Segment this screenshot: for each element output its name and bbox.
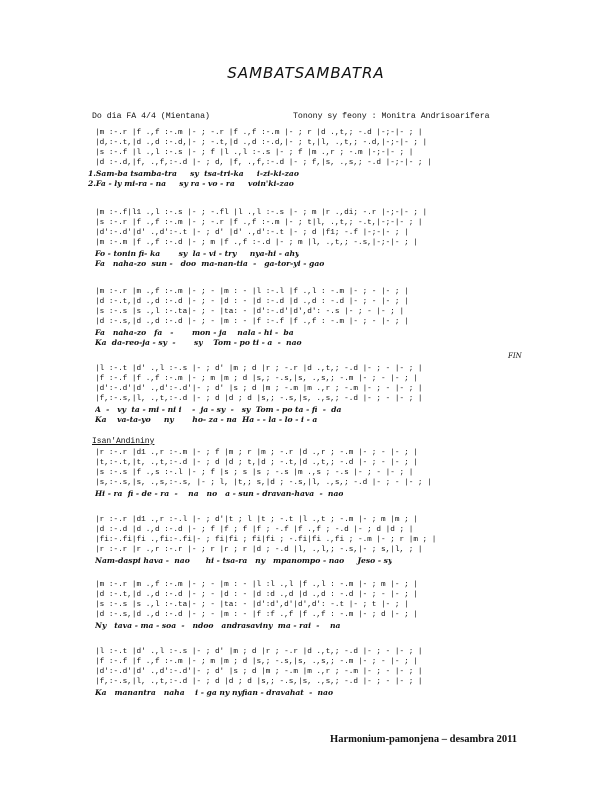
lyric-line: Ka va-ta-yo ny ho- za - na Ha - - la - lo - i - a xyxy=(95,415,318,424)
staff-line: |r :-.r |r .,r :-.r |- ; r |r ; r |d ; -.d |l, .,l,; -.s,|- ; s,|l, ; | xyxy=(95,546,423,554)
staff-line: |d :-.t,|d .,d :-.d |- ; - |d : - |d :d .,d |d .,d : -.d |- ; - |- ; | xyxy=(95,591,418,599)
staff-line: |s :-.s |f .,s :-.l |- ; f |s ; s |s ; -.s |m .,s ; -.s |- ; - |- ; | xyxy=(95,469,414,477)
staff-line: |d :-.d |d .,d :-.d |- ; f |f ; f |f ; -.f |f .,f ; -.d |- ; d |d ; | xyxy=(95,526,414,534)
staff-line: |d':-.d'|d' .,d':-.d'|- ; d' |s ; d |m ; -.m |m .,r ; -.m |- ; - |- ; | xyxy=(95,668,423,676)
staff-line: |fi:-.fi|fi .,fi:-.fi|- ; fi|fi ; fi|fi ; -.fi|fi .,fi ; -.m |- ; r |m ; | xyxy=(95,536,437,544)
credits: Tonony sy feony : Monitra Andrisoarifera xyxy=(293,112,490,121)
section-label: Isan'Andininy xyxy=(92,437,155,446)
staff-line: |d':-.d'|d' .,d':-.t |- ; d' |d' .,d':-.t |- ; d |f1; -.f |-;-|- ; | xyxy=(95,229,409,237)
staff-line: |f :-.f |f .,f :-.m |- ; m |m ; d |s,; -.s,|s, .,s,; -.m |- ; - |- ; | xyxy=(95,375,418,383)
lyric-line: Nam-daspi hava - nao hi - tsa-ra ny mpanompo - nao Jeso - sy xyxy=(95,556,393,565)
staff-line: |d :-.t,|d .,d :-.d |- ; - |d : - |d :-.d |d .,d : -.d |- ; - |- ; | xyxy=(95,298,409,306)
lyric-line: Fa naha-zo sun - doo ma-nan-tia - ga-tor-yi - gao xyxy=(95,259,325,268)
staff-line: |d,:-.t,|d .,d :-.d,|- ; -.t,|d .,d :-.d,|- ; t,|l, .,t,; -.d,|-;-|- ; | xyxy=(95,139,428,147)
lyric-line: Fo - tonin fi- ka sy la - vi - try nya-hi - ahy xyxy=(95,249,300,258)
staff-line: |m :-.f|l1 .,l :-.s |- ; -.fl |l .,l :-.s |- ; m |r .,di; -.r |-;-|- ; | xyxy=(95,209,428,217)
lyric-line: Ka manantra naha i - ga ny nyfian - dravahat - nao xyxy=(95,688,334,697)
staff-line: |f,:-.s,|l, .,t,:-.d |- ; d |d ; d |s,; -.s,|s, .,s,; -.d |- ; - |- ; | xyxy=(95,395,423,403)
lyric-line: Ny tava - ma - soa - ndoo andrasaviny ma - rai - na xyxy=(95,621,341,630)
footer-text: Harmonium-pamonjena – desambra 2011 xyxy=(330,734,517,745)
lyric-line: A - vy ta - mi - ni i - ja - sy - sy Tom - po ta - fi - da xyxy=(95,405,342,414)
song-title: SAMBATSAMBATRA xyxy=(227,64,385,82)
staff-line: |r :-.r |d1 .,r :-.m |- ; f |m ; r |m ; -.r |d .,r ; -.m |- ; - |- ; | xyxy=(95,449,418,457)
staff-line: |s :-.s |s .,l :-.ta|- ; - |ta: - |d':-.d'|d',d': -.s |- ; - |- ; | xyxy=(95,308,405,316)
staff-line: |s :-.r |f .,f :-.m |- ; -.r |f .,f :-.m |- ; t|l, .,t,; -.t,|-;-|- ; | xyxy=(95,219,423,227)
staff-line: |s :-.s |s .,l :-.ta|- ; - |ta: - |d':d',d'|d',d': -.t |- ; t |- ; | xyxy=(95,601,409,609)
staff-line: |r :-.r |d1 .,r :-.l |- ; d'|t ; l |t ; -.t |l .,t ; -.m |- ; m |m ; | xyxy=(95,516,418,524)
staff-line: |d :-.s,|d .,d :-.d |- ; - |m : - |f :-.f |f .,f : -.m |- ; - |- ; | xyxy=(95,318,409,326)
staff-line: |f :-.f |f .,f :-.m |- ; m |m ; d |s,; -.s,|s, .,s,; -.m |- ; - |- ; | xyxy=(95,658,418,666)
staff-line: |m :-.r |m .,f :-.m |- ; - |m : - |l :-.l |f .,l : -.m |- ; - |- ; | xyxy=(95,288,409,296)
staff-line: |f,:-.s,|l, .,t,:-.d |- ; d |d ; d |s,; -.s,|s, .,s,; -.d |- ; - |- ; | xyxy=(95,678,423,686)
lyric-line: Ka da-reo-ja - sy - sy Tom - po ti - a - nao xyxy=(95,338,302,347)
lyric-line: 2.Fa - ly mi-ra - na sy ra - vo - ra voin'ki-zao xyxy=(88,179,294,188)
fin-label: FIN xyxy=(508,352,522,360)
staff-line: |m :-.m |f .,f :-.d |- ; m |f .,f :-.d |- ; m |l, .,t,; -.s,|-;-|- ; | xyxy=(95,239,418,247)
staff-line: |s,:-.s,|s, .,s,:-.s, |- ; l, |t,; s,|d ; -.s,|l, .,s,; -.d |- ; - |- ; | xyxy=(95,479,432,487)
staff-line: |t,:-.t,|t, .,t,:-.d |- ; d |d ; t,|d ; -.t,|d .,t,; -.d |- ; - |- ; | xyxy=(95,459,418,467)
lyric-line: Fa naha-zo fa - mon - ja nala - hi - ba xyxy=(95,328,294,337)
staff-line: |l :-.t |d' .,l :-.s |- ; d' |m ; d |r ; -.r |d .,t,; -.d |- ; - |- ; | xyxy=(95,648,423,656)
staff-line: |m :-.r |f .,f :-.m |- ; -.r |f .,f :-.m |- ; r |d .,t,; -.d |-;-|- ; | xyxy=(95,129,423,137)
staff-line: |d :-.d,|f, .,f,:-.d |- ; d, |f, .,f,:-.d |- ; f,|s, .,s,; -.d |-;-|- ; | xyxy=(95,159,432,167)
staff-line: |m :-.r |m .,f :-.m |- ; - |m : - |l :l .,l |f .,l : -.m |- ; m |- ; | xyxy=(95,581,418,589)
lyric-line: 1.Sam-ba tsamba-tra sy tsa-tri-ka i-zi-ki-zao xyxy=(88,169,299,178)
key-info: Do dia FA 4/4 (Mientana) xyxy=(92,112,210,121)
staff-line: |d':-.d'|d' .,d':-.d'|- ; d' |s ; d |m ; -.m |m .,r ; -.m |- ; - |- ; | xyxy=(95,385,423,393)
staff-line: |d :-.s,|d .,d :-.d |- ; - |m : - |f :f .,f |f .,f : -.m |- ; d |- ; | xyxy=(95,611,418,619)
staff-line: |s :-.f |l .,l :-.s |- ; f |l .,l :-.s |- ; f |m .,r ; -.m |-;-|- ; | xyxy=(95,149,414,157)
staff-line: |l :-.t |d' .,l :-.s |- ; d' |m ; d |r ; -.r |d .,t,; -.d |- ; - |- ; | xyxy=(95,365,423,373)
lyric-line: Hi - ra fi - de - ra - na no a - sun - dravan-hava - nao xyxy=(95,489,344,498)
